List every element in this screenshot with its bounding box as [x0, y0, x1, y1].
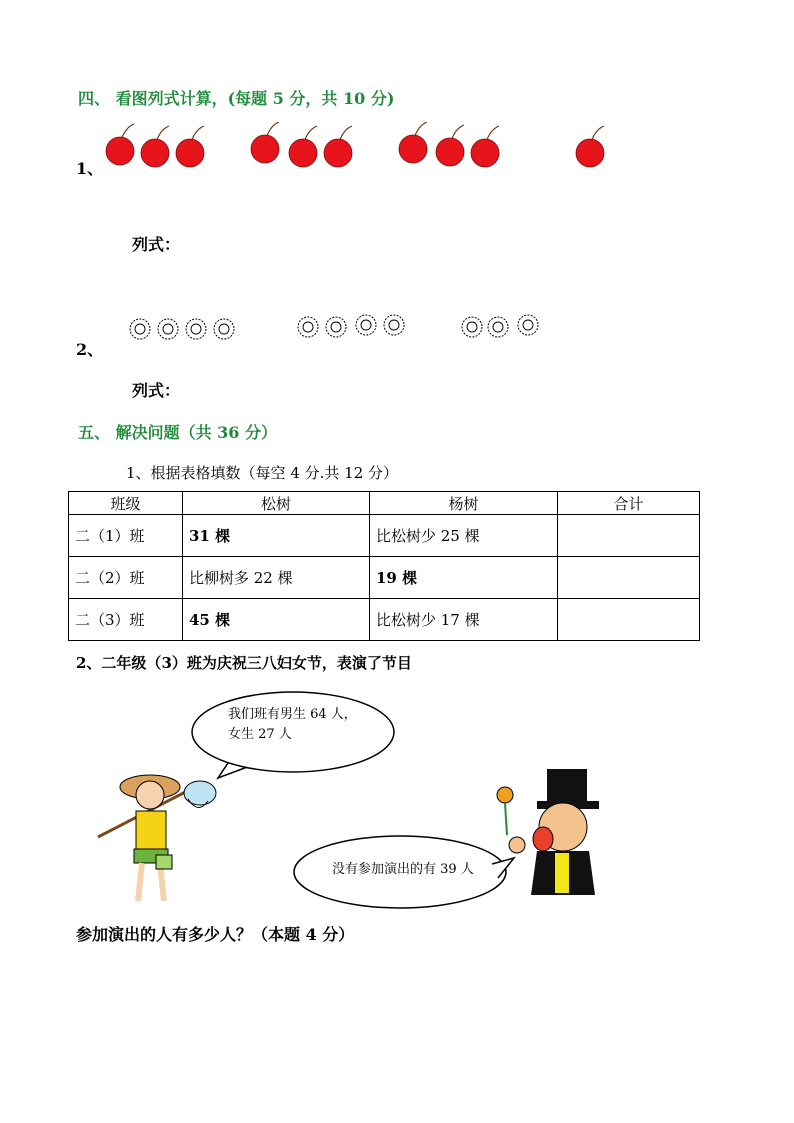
table-cell: 45 棵 — [183, 599, 370, 641]
col-header: 杨树 — [370, 492, 558, 515]
table-cell-total[interactable] — [558, 557, 700, 599]
cherries-illustration — [105, 122, 625, 172]
table-cell: 二（3）班 — [69, 599, 183, 641]
bubble1-text: 我们班有男生 64 人，女生 27 人 — [228, 707, 357, 742]
sub2-title: 2、二年级（3）班为庆祝三八妇女节，表演了节目 — [76, 654, 412, 672]
table-row — [69, 515, 700, 557]
table-cell: 19 棵 — [370, 557, 558, 599]
table-header-row — [69, 492, 700, 515]
table-row — [69, 557, 700, 599]
table-row — [69, 599, 700, 641]
col-header: 班级 — [69, 492, 183, 515]
q2-number: 2、 — [76, 340, 104, 359]
magician-illustration — [485, 765, 610, 910]
table-cell: 比松树少 25 棵 — [370, 515, 558, 557]
girl-with-net-illustration — [90, 765, 220, 915]
col-header: 松树 — [183, 492, 370, 515]
cherry-icon — [141, 126, 169, 167]
table-cell-total[interactable] — [558, 599, 700, 641]
table-cell: 比松树少 17 棵 — [370, 599, 558, 641]
q1-formula-label: 列式： — [132, 235, 181, 254]
table-cell: 二（2）班 — [69, 557, 183, 599]
table-cell: 31 棵 — [183, 515, 370, 557]
section5-heading: 五、 解决问题（共 36 分） — [78, 423, 277, 442]
cherry-icon — [471, 126, 499, 167]
col-header: 合计 — [558, 492, 700, 515]
bubble2-text: 没有参加演出的有 39 人 — [332, 862, 474, 877]
section4-heading: 四、 看图列式计算，(每题 5 分，共 10 分) — [78, 89, 395, 108]
cherry-icon — [324, 126, 352, 167]
cherry-icon — [436, 125, 464, 166]
cherry-icon — [251, 122, 279, 163]
cherry-icon — [176, 126, 204, 167]
cherry-icon — [289, 126, 317, 167]
question-text: 参加演出的人有多少人？（本题 4 分） — [76, 925, 355, 944]
flowers-illustration — [128, 313, 548, 343]
q1-number: 1、 — [76, 159, 104, 178]
cherry-icon — [106, 124, 134, 165]
table-cell: 比柳树多 22 棵 — [183, 557, 370, 599]
cherry-icon — [576, 126, 604, 167]
table-cell: 二（1）班 — [69, 515, 183, 557]
cherry-icon — [399, 122, 427, 163]
q2-formula-label: 列式： — [132, 381, 181, 400]
sub1-title: 1、根据表格填数（每空 4 分.共 12 分） — [126, 464, 399, 482]
tree-table — [68, 491, 700, 641]
table-cell-total[interactable] — [558, 515, 700, 557]
